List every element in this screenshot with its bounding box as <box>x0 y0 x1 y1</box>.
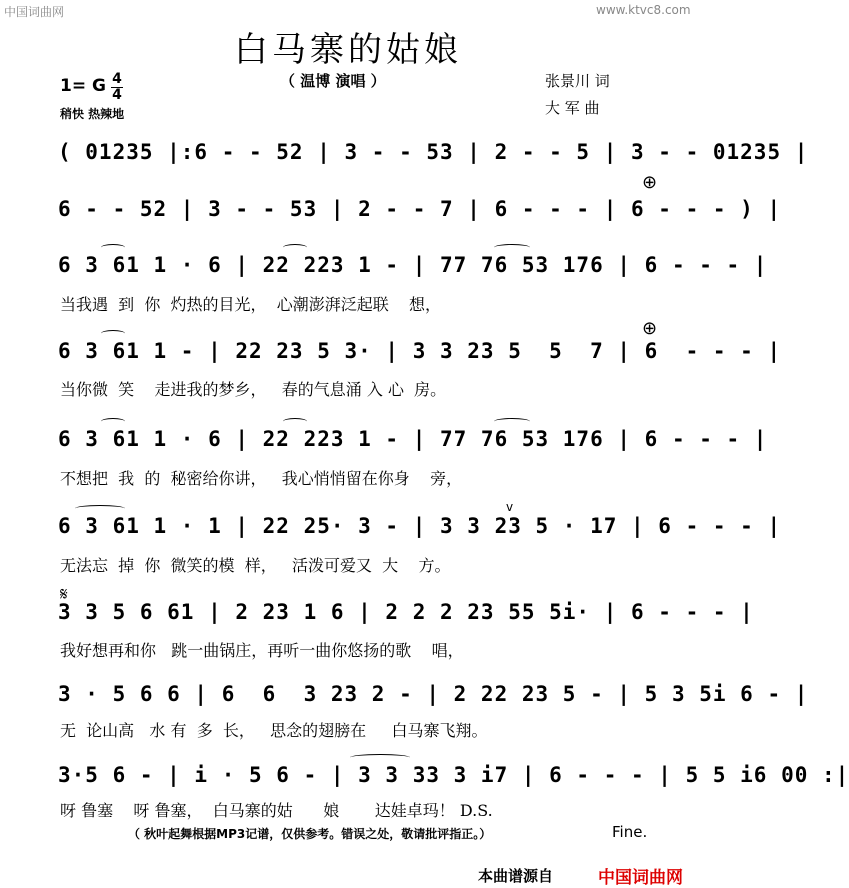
slur-mark <box>350 754 410 761</box>
lyricist-credit: 张景川 词 <box>545 72 610 90</box>
coda-icon: ⊕ <box>642 172 658 193</box>
score-line-3-lyrics: 当我遇 到 你 灼热的目光， 心潮澎湃泛起联 想， <box>60 295 442 314</box>
score-line-6-notes: 6 3 61 1 · 1 | 22 25· 3 - | 3 3 23 5 · 17 | 6 - - - | <box>58 514 782 538</box>
tempo-marking: 稍快 热辣地 <box>60 107 125 121</box>
score-line-3-notes: 6 3 61 1 · 6 | 22 223 1 - | 77 76 53 176 | 6 - - - | <box>58 253 768 277</box>
score-line-7-lyrics: 我好想再和你 跳一曲锅庄，再听一曲你悠扬的歌 唱， <box>60 641 464 660</box>
time-signature-bottom: 4 <box>112 87 122 103</box>
composer-credit: 大 军 曲 <box>545 99 600 117</box>
fine-marking: Fine. <box>612 823 648 841</box>
key-signature: 1= G <box>60 76 106 96</box>
slur-mark <box>283 418 307 425</box>
source-label: 本曲谱源自 <box>478 867 554 885</box>
watermark-right: www.ktvc8.com <box>596 3 691 17</box>
slur-mark <box>494 244 530 251</box>
score-line-6-lyrics: 无法忘 掉 你 微笑的模 样， 活泼可爱又 大 方。 <box>60 556 451 575</box>
score-line-9-lyrics: 呀 鲁塞 呀 鲁塞， 白马寨的姑 娘 达娃卓玛！ D.S. <box>60 801 493 820</box>
transcription-note: （ 秋叶起舞根据MP3记谱，仅供参考。错误之处，敬请批评指正。） <box>128 827 492 841</box>
slur-mark <box>101 418 125 425</box>
slur-mark <box>494 418 530 425</box>
source-site-link[interactable]: 中国词曲网 <box>598 868 683 888</box>
score-line-8-lyrics: 无 论山高 水 有 多 长， 思念的翅膀在 白马寨飞翔。 <box>60 721 488 740</box>
slur-mark <box>283 244 307 251</box>
score-line-5-lyrics: 不想把 我 的 秘密给你讲， 我心悄悄留在你身 旁， <box>60 469 463 488</box>
score-line-5-notes: 6 3 61 1 · 6 | 22 223 1 - | 77 76 53 176 | 6 - - - | <box>58 427 768 451</box>
watermark-left: 中国词曲网 <box>4 5 65 19</box>
time-signature-top: 4 <box>112 71 122 87</box>
score-line-4-lyrics: 当你微 笑 走进我的梦乡， 春的气息涌 入 心 房。 <box>60 380 447 399</box>
coda-icon: ⊕ <box>642 318 658 339</box>
slur-mark <box>101 244 125 251</box>
score-line-4-notes: 6 3 61 1 - | 22 23 5 3· | 3 3 23 5 5 7 | 6 - - - | <box>58 339 782 363</box>
breath-mark: v <box>506 500 514 514</box>
song-title: 白马寨的姑娘 <box>234 30 462 70</box>
score-line-1-notes: ( 01235 |:6 - - 52 | 3 - - 53 | 2 - - 5 | 3 - - 01235 | <box>58 140 809 164</box>
score-line-8-notes: 3 · 5 6 6 | 6 6 3 23 2 - | 2 22 23 5 - | 5 3 5i 6 - | <box>58 682 809 706</box>
singer-credit: （ 温博 演唱 ） <box>280 72 386 90</box>
score-line-9-notes: 3·5 6 - | i · 5 6 - | 3 3 33 3 i7 | 6 - - - | 5 5 i6 00 :| <box>58 763 849 787</box>
slur-mark <box>75 505 125 512</box>
score-line-7-notes: 3 3 5 6 61 | 2 23 1 6 | 2 2 2 23 55 5i· | 6 - - - | <box>58 600 754 624</box>
score-line-2-notes: 6 - - 52 | 3 - - 53 | 2 - - 7 | 6 - - - | 6 - - - ) | <box>58 197 782 221</box>
slur-mark <box>101 330 125 337</box>
segno-icon: 𝄋 <box>60 584 68 605</box>
